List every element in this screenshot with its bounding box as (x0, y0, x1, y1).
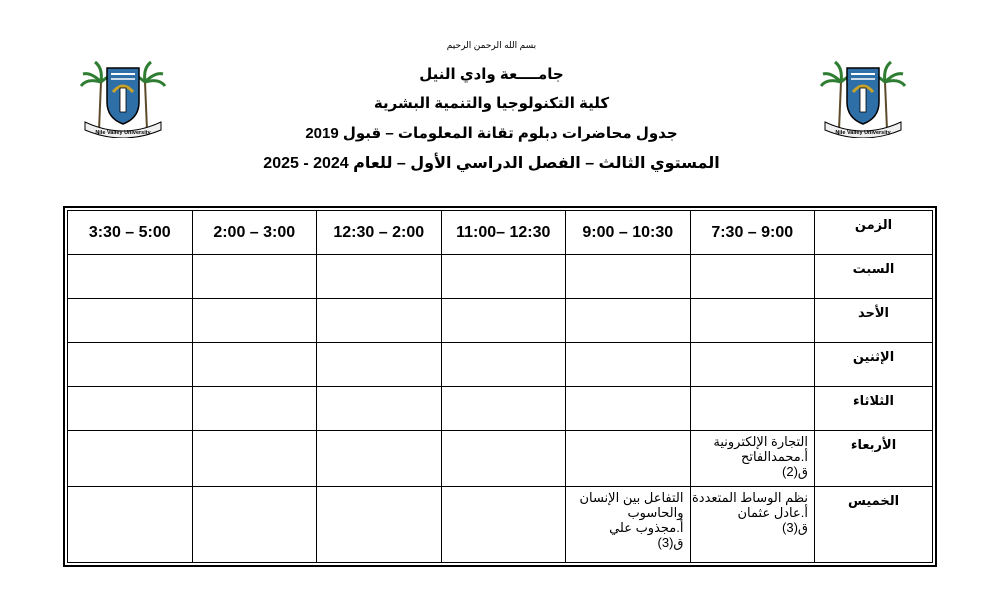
day-label: الخميس (815, 487, 933, 563)
class-entry-line: ق(3) (657, 535, 684, 550)
time-slot-header: 3:30 – 5:00 (68, 211, 193, 255)
logo-caption: Nile Valley University (835, 130, 891, 136)
time-slot-header: 9:00 – 10:30 (566, 211, 691, 255)
empty-slot-cell (192, 387, 317, 431)
timetable-frame (63, 206, 937, 567)
time-slot-header: 12:30 – 2:00 (317, 211, 442, 255)
day-label: الأربعاء (815, 431, 933, 487)
empty-slot-cell (566, 299, 691, 343)
empty-slot-cell (441, 343, 566, 387)
day-label: الثلاثاء (815, 387, 933, 431)
empty-slot-cell (68, 487, 193, 563)
day-row (68, 431, 933, 487)
empty-slot-cell (690, 343, 815, 387)
day-row (68, 255, 933, 299)
class-entry-line: والحاسوب (627, 505, 684, 520)
empty-slot-cell (441, 487, 566, 563)
empty-slot-cell (192, 487, 317, 563)
class-entry-line: أ.عادل عثمان (737, 505, 808, 520)
class-entry-cell (566, 487, 691, 563)
empty-slot-cell (68, 431, 193, 487)
faculty-name: كلية التكنولوجيا والتنمية البشرية (373, 95, 610, 112)
day-row (68, 299, 933, 343)
time-slot-header: 2:00 – 3:00 (192, 211, 317, 255)
empty-slot-cell (441, 255, 566, 299)
empty-slot-cell (566, 431, 691, 487)
empty-slot-cell (192, 255, 317, 299)
time-column-label: الزمن (815, 211, 933, 255)
empty-slot-cell (68, 299, 193, 343)
logo-caption: Nile Valley University (95, 130, 151, 136)
class-entry-line: أ.مجذوب علي (609, 520, 684, 535)
level-term-line: المستوي الثالث – الفصل الدراسي الأول – للعام 2024 - 2025 (263, 155, 720, 172)
empty-slot-cell (317, 431, 442, 487)
day-label: الأحد (815, 299, 933, 343)
empty-slot-cell (566, 387, 691, 431)
class-entry-cell (690, 487, 815, 563)
crest-shield-icon (847, 68, 879, 124)
class-entry-line: نظم الوساط المتعددة (691, 490, 808, 505)
class-entry-line: التفاعل بين الإنسان (579, 490, 684, 505)
empty-slot-cell (192, 299, 317, 343)
university-name: جامــــعة وادي النيل (419, 66, 564, 83)
class-entry-line: التجارة الإلكترونية (713, 434, 808, 449)
empty-slot-cell (566, 255, 691, 299)
empty-slot-cell (192, 343, 317, 387)
empty-slot-cell (317, 255, 442, 299)
crest-shield-icon (107, 68, 139, 124)
empty-slot-cell (441, 387, 566, 431)
day-label: الإثنين (815, 343, 933, 387)
basmala: بسم الله الرحمن الرحيم (446, 40, 537, 50)
class-entry-line: ق(2) (782, 464, 808, 479)
class-entry-line: أ.محمدالفاتح (740, 449, 808, 464)
day-row (68, 487, 933, 563)
empty-slot-cell (68, 255, 193, 299)
time-slot-header: 11:00– 12:30 (441, 211, 566, 255)
empty-slot-cell (441, 431, 566, 487)
timetable (67, 210, 933, 563)
day-label: السبت (815, 255, 933, 299)
empty-slot-cell (317, 387, 442, 431)
time-slot-header: 7:30 – 9:00 (690, 211, 815, 255)
empty-slot-cell (566, 343, 691, 387)
empty-slot-cell (441, 299, 566, 343)
empty-slot-cell (68, 343, 193, 387)
empty-slot-cell (690, 299, 815, 343)
class-entry-line: ق(3) (782, 520, 808, 535)
day-row (68, 387, 933, 431)
empty-slot-cell (317, 487, 442, 563)
empty-slot-cell (68, 387, 193, 431)
day-row (68, 343, 933, 387)
empty-slot-cell (690, 387, 815, 431)
document-header (150, 38, 833, 172)
empty-slot-cell (317, 343, 442, 387)
timetable-header-row (68, 211, 933, 255)
empty-slot-cell (317, 299, 442, 343)
class-entry-cell (690, 431, 815, 487)
empty-slot-cell (690, 255, 815, 299)
schedule-title: جدول محاضرات دبلوم تقانة المعلومات – قبول 2019 (305, 125, 678, 142)
empty-slot-cell (192, 431, 317, 487)
